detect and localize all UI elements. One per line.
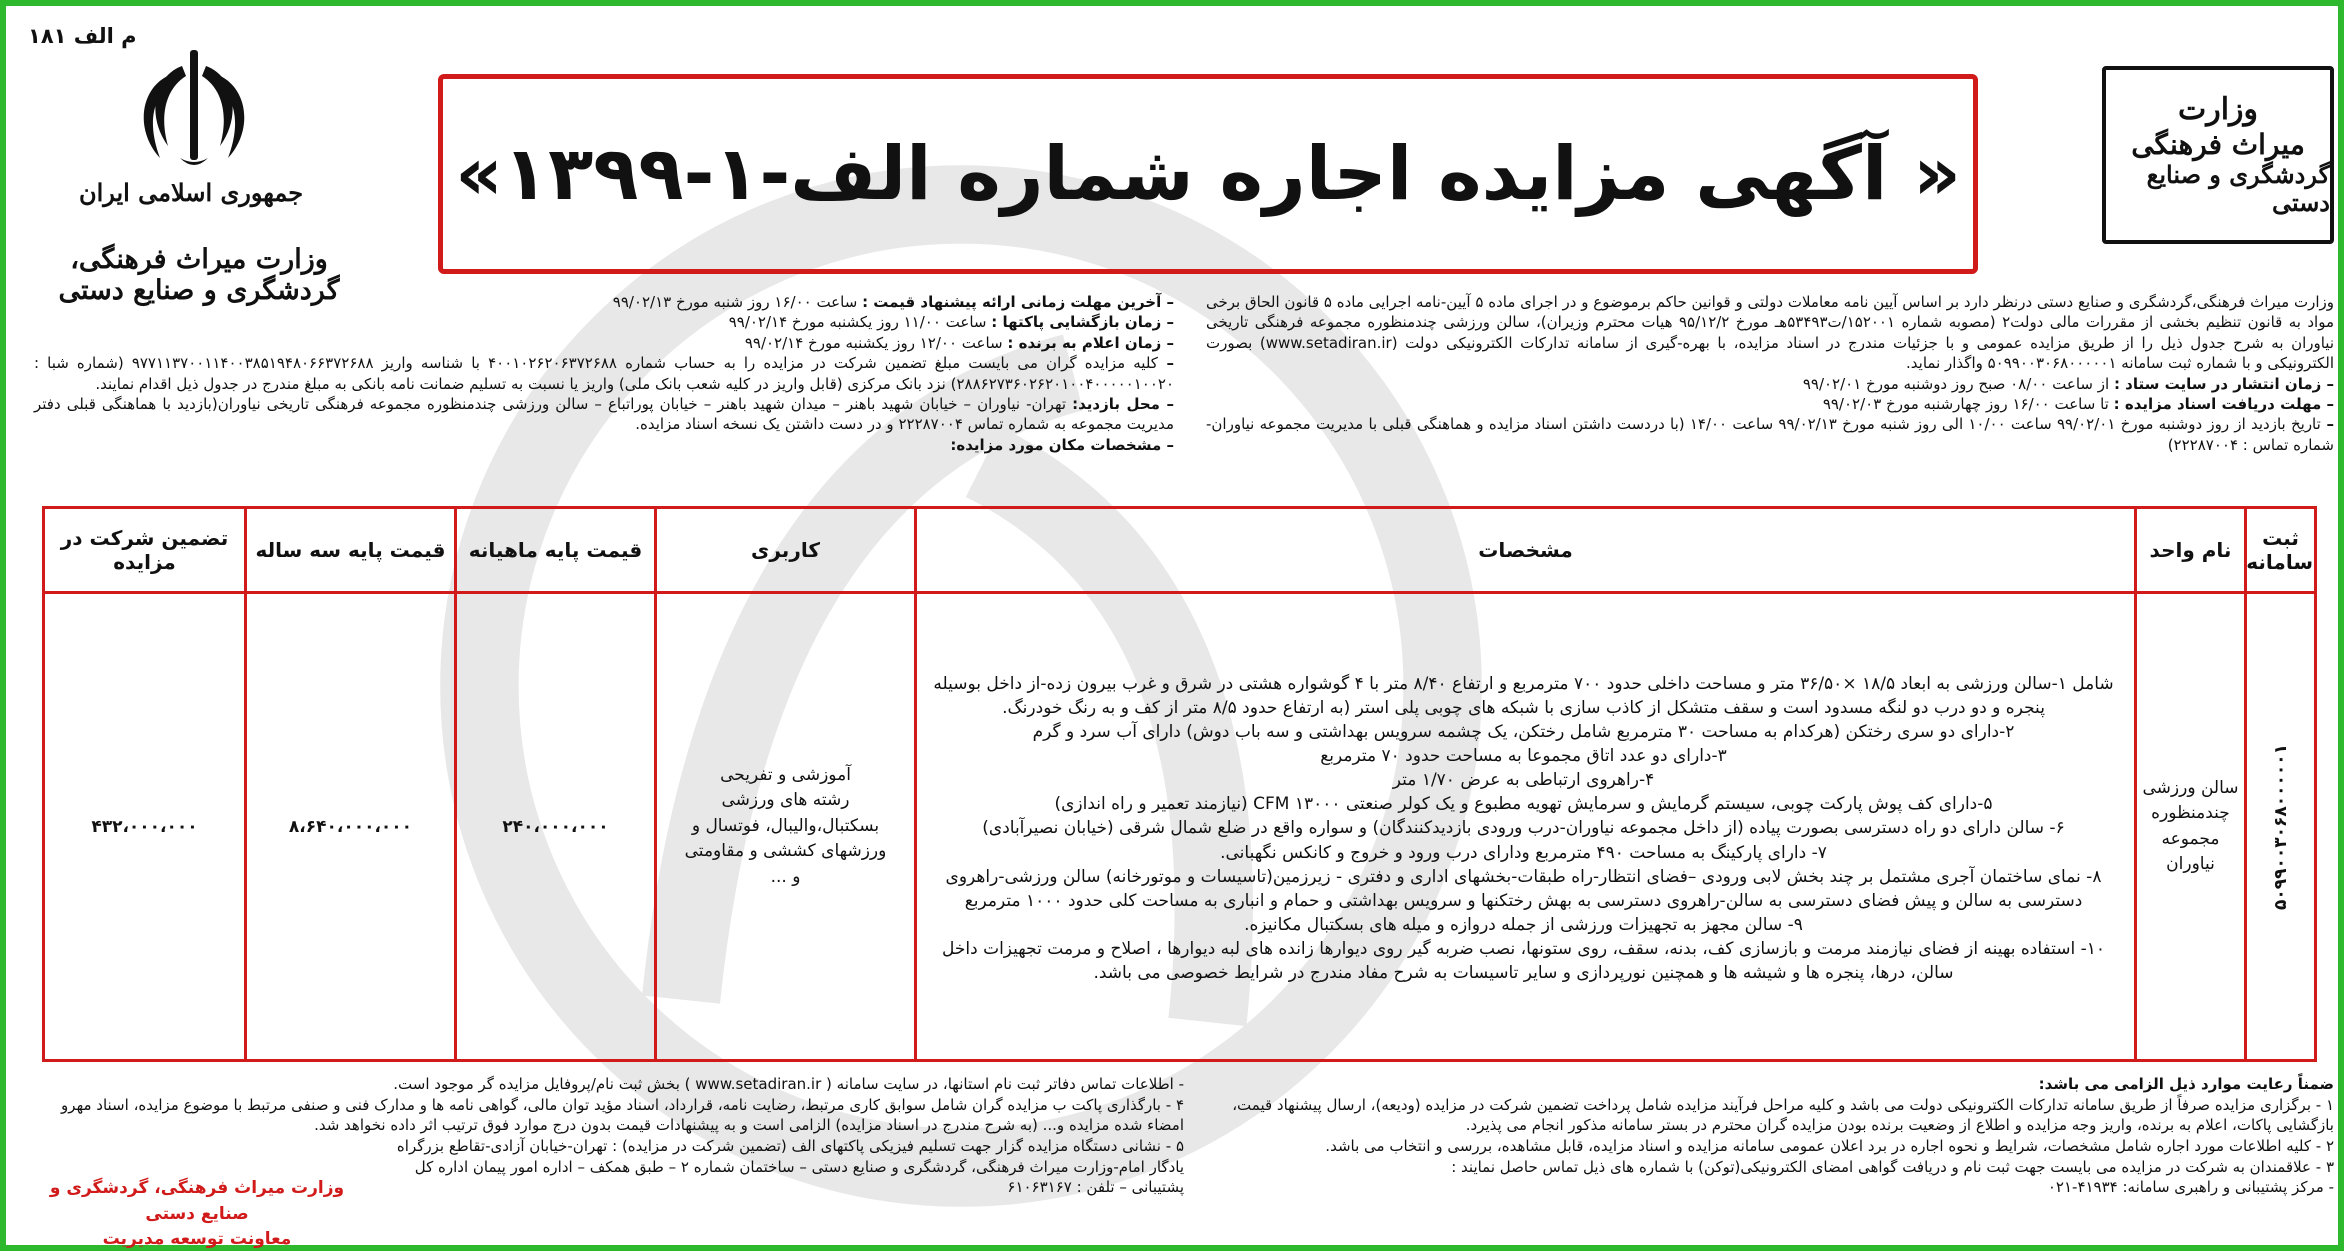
ministry-name-left: وزارت میراث فرهنگی، گردشگری و صنایع دستی bbox=[58, 244, 340, 306]
monthly-base-price: ۲۴۰،۰۰۰،۰۰۰ bbox=[456, 593, 656, 1061]
usage-line: ورزشهای کششی و مقاومتی bbox=[684, 841, 887, 862]
column-header: نام واحد bbox=[2136, 508, 2246, 593]
spec-item: ۶- سالن دارای دو راه دسترسی بصورت پیاده (از داخل مجموعه نیاوران-درب ورودی بازدیدکنندگان) و سواره واقع در ضلع شمال شرقی (خیابان نصیرآبادی) bbox=[982, 818, 2065, 839]
country-name: جمهوری اسلامی ایران bbox=[78, 178, 304, 207]
signature-block bbox=[32, 1176, 362, 1253]
intro-item: – تاریخ بازدید از روز دوشنبه مورخ ۹۹/۰۲/۰۱ ساعت ۱۰/۰۰ الی روز شنبه مورخ ۹۹/۰۲/۱۳ ساعت ۱۴/۰۰ (با دردست داشتن اسناد مزایده و هماهنگی قبلی با مدیریت مجموعه نیاوران- شماره تماس : ۲۲۲۸۷۰۰۴) bbox=[1206, 415, 2334, 454]
signature-ministry: وزارت میراث فرهنگی، گردشگری و صنایع دستی bbox=[49, 1178, 345, 1224]
intro-right-column bbox=[1206, 292, 2334, 455]
footer-notes-right bbox=[1196, 1074, 2334, 1198]
spec-item: ۹- سالن مجهز به تجهیزات ورزشی از جمله دروازه و میله های بسکتبال مکانیزه. bbox=[1244, 914, 1803, 935]
column-header: مشخصات bbox=[916, 508, 2136, 593]
signature-department: معاونت توسعه مدیریت bbox=[102, 1229, 292, 1249]
schedule-item: – کلیه مزایده گران می بایست مبلغ تضمین شرکت در مزایده را به حساب شماره ۴۰۰۱۰۲۶۲۰۶۳۷۲۶۸۸ با شناسه واریز ۹۷۷۱۱۳۷۰۰۱۱۴۰۰۳۸۵۱۹۴۸۰۶۶۳۷۲۶۸۸ (شماره شبا : ۲۸۸۶۲۷۳۶۰۲۶۲۰۱۰۰۴۰۰۰۰۰۱۰۰۲۰) نزد بانک مرکزی (قابل واریز در کلیه شعب بانک ملی) واریز یا نسبت به تسلیم ضمانت نامه بانکی به مبلغ مندرج در جدول ذیل اقدام نمایند. bbox=[34, 354, 1174, 393]
column-header: قیمت پایه ماهیانه bbox=[456, 508, 656, 593]
footer-heading: ضمناً رعایت موارد ذیل الزامی می باشد: bbox=[2038, 1075, 2334, 1093]
intro-item: – زمان انتشار در سایت ستاد : از ساعت ۰۸/۰۰ صبح روز دوشنبه مورخ ۹۹/۰۲/۰۱ bbox=[1802, 374, 2334, 393]
footer-item: ۴ - بارگذاری پاکت ب مزایده گران شامل سوابق کاری مرتبط، رضایت نامه، قرارداد، اسناد مؤید توان مالی، گواهی نامه ها و مدارک فنی و صنفی مرتبط با موضوع مزایده، اسناد مهرو امضاء شده مزایده و... (به شرح مندرج در اسناد مزایده) الزامی است و به پیشنهادات قیمت بدون درج موارد فوق ترتیب اثر داده نخواهد شد. bbox=[61, 1095, 1184, 1135]
column-header: کاربری bbox=[656, 508, 916, 593]
title-box bbox=[438, 74, 1978, 274]
intro-paragraph: وزارت میراث فرهنگی،گردشگری و صنایع دستی درنظر دارد بر اساس آیین نامه معاملات دولتی و قوانین حاکم برموضوع و در اجرای ماده ۵ آیین-نامه اجرایی ماده ۵ قانون الحاق برخی مواد به قانون تنظیم بخشی از مقررات مالی دولت۲ (مصوبه شماره ۱۵۲۰۰۱/ت۵۳۴۹۳هـ مورخ ۹۵/۱۲/۲ هیات محترم وزیران)، سالن ورزشی چندمنظوره مجموعه فرهنگی تاریخی نیاوران به شرح جدول ذیل را از طریق مزایده عمومی و با جزئیات مندرج در اسناد مزایده، با بهره-گیری از سامانه تدارکات الکترونیکی دولت (www.setadiran.ir) بصورت الکترونیکی و با شماره ثبت سامانه ۵۰۹۹۰۰۳۰۶۸۰۰۰۰۰۱ واگذار نماید. bbox=[1206, 293, 2335, 373]
logo-line-3: گردشگری و صنایع دستی bbox=[2146, 159, 2330, 218]
participation-guarantee: ۴۳۲،۰۰۰،۰۰۰ bbox=[44, 593, 246, 1061]
schedule-item: – آخرین مهلت زمانی ارائه پیشنهاد قیمت : ساعت ۱۶/۰۰ روز شنبه مورخ ۹۹/۰۲/۱۳ bbox=[612, 293, 1174, 311]
schedule-item: – مشخصات مکان مورد مزایده: bbox=[950, 435, 1174, 454]
spec-item: ۲-دارای دو سری رختکن (هرکدام به مساحت ۳۰ مترمربع شامل رختکن، یک چشمه سرویس بهداشتی و سه باب دوش) دارای آب سرد و گرم bbox=[1032, 721, 2015, 742]
schedule-item: – زمان بازگشایی پاکتها : ساعت ۱۱/۰۰ روز یکشنبه مورخ ۹۹/۰۲/۱۴ bbox=[728, 313, 1174, 332]
footer-item: ۲ - کلیه اطلاعات مورد اجاره شامل مشخصات، شرایط و نحوه اجاره در برد اعلان عمومی سامانه مزایده و اسناد مزایده، قابل مشاهده، بررسی و انتخاب می باشد. bbox=[1325, 1137, 2334, 1156]
page-title: « آگهی مزایده اجاره شماره الف-۱-۱۳۹۹» bbox=[455, 131, 1961, 217]
schedule-item: – زمان اعلام به برنده : ساعت ۱۲/۰۰ روز یکشنبه مورخ ۹۹/۰۲/۱۴ bbox=[744, 333, 1174, 352]
usage-line: آموزشی و تفریحی bbox=[720, 764, 851, 785]
unit-name: سالن ورزشی چندمنظوره مجموعه نیاوران bbox=[2136, 593, 2246, 1061]
spec-item: ۱۰- استفاده بهینه از فضای نیازمند مرمت و بازسازی کف، بدنه، سقف، روی ستونها، نصب ضربه گیر روی دیوارها زانده های لبه دیوارها ، اصلاح و مرمت تجهیزات داخل سالن، درها، پنجره ها و شیشه ها و همچنین نورپردازی و سایر تاسیسات به شرح مفاد مندرج در شرایط خصوصی می باشد. bbox=[941, 939, 2106, 984]
spec-item: ۳-دارای دو عدد اتاق مجموعا به مساحت حدود ۷۰ مترمربع bbox=[1320, 746, 1727, 767]
spec-item: ۴-راهروی ارتباطی به عرض ۱/۷۰ متر bbox=[1392, 770, 1655, 791]
column-header: ثبت سامانه bbox=[2246, 508, 2316, 593]
spec-item: ۷- دارای پارکینگ به مساحت ۴۹۰ مترمربع ودارای درب ورود و خروج و کانکس نگهبانی. bbox=[1220, 842, 1827, 863]
three-year-base-price: ۸،۶۴۰،۰۰۰،۰۰۰ bbox=[246, 593, 456, 1061]
intro-left-column bbox=[34, 292, 1174, 455]
iran-emblem-icon bbox=[134, 46, 254, 176]
footer-item: ۵ - نشانی دستگاه مزایده گزار جهت تسلیم فیزیکی پاکتهای الف (تضمین شرکت در مزایده) : تهران-خیابان آزادی-تقاطع بزرگراه یادگار امام-وزارت میراث فرهنگی، گردشگری و صنایع دستی – ساختمان شماره ۲ – طبق همکف – اداره امور پیمان اداره کل پشتیبانی – تلفن : ۶۱۰۶۳۱۶۷ bbox=[396, 1137, 1184, 1197]
spec-item: ۸- نمای ساختمان آجری مشتمل بر چند بخش لابی ورودی –فضای انتظار-راه طبقات-بخشهای اداری و دفتری - زیرزمین(تاسیسات و موتورخانه) سالن ورزشی-راهروی دسترسی به سالن و پیش فضای دسترسی به سالن-راهروی دسترسی به بهش رختکنها و سرویس بهداشتی و حمام و انباری به مساحت کلی حدود ۱۰۰۰ مترمربع bbox=[945, 866, 2102, 911]
spec-item: ۵-دارای کف پوش پارکت چوبی، سیستم گرمایش و سرمایش تهویه مطبوع و یک کولر صنعتی CFM ۱۳۰۰۰ (نیازمند تعمیر و راه اندازی) bbox=[1054, 794, 1993, 815]
table-header-row bbox=[44, 508, 2316, 593]
spec-item: شامل ۱-سالن ورزشی به ابعاد ۱۸/۵ ×۳۶/۵۰ متر و مساحت داخلی حدود ۷۰۰ مترمربع و ارتفاع ۸/۴۰ متر با ۴ گوشواره هشتی در شرق و غرب بیرون زده-از داخل بوسیله پنجره و دو درب دو لنگه مسدود است و سقف متشکل از کاذب سازی با شبکه های چوبی پلی استر (به ارتفاع حدود ۸/۵ متر از کف و به رنگ خودرنگ. bbox=[933, 673, 2114, 718]
usage-line: و ... bbox=[770, 866, 801, 887]
usage bbox=[656, 593, 916, 1061]
schedule-item: – محل بازدید: تهران- نیاوران – خیابان شهید باهنر – میدان شهید باهنر – خیابان پوراتباع – سالن ورزشی چندمنظوره مجموعه فرهنگی تاریخی نیاوران(بازدید با هماهنگی قبلی دفتر مدیریت مجموعه به شماره تماس ۲۲۲۸۷۰۰۴ و در دست داشتن یک نسخه اسناد مزایده. bbox=[34, 394, 1174, 434]
footer-item: ۱ - برگزاری مزایده صرفاً از طریق سامانه تدارکات الکترونیکی دولت می باشد و کلیه مراحل فرآیند مزایده شامل پرداخت تضمین شرکت در مزایده (ودیعه)، ارسال پیشنهاد قیمت، بازگشایی پاکات، اعلام به برنده، واریز وجه مزایده و اطلاع از وضعیت برنده بودن مزایده گران محترم در بستر سامانه مذکور انجام می پذیرد. bbox=[1232, 1095, 2334, 1135]
specifications bbox=[916, 593, 2136, 1061]
form-code: م الف ۱۸۱ bbox=[28, 24, 137, 48]
table-row bbox=[44, 593, 2316, 1061]
logo-line-1: وزارت bbox=[2177, 92, 2259, 128]
footer-item: ۳ - علاقمندان به شرکت در مزایده می بایست جهت ثبت نام و دریافت گواهی امضای الکترونیکی(توکن) با شماره های ذیل تماس حاصل نمایند : bbox=[1451, 1157, 2334, 1176]
intro-item: – مهلت دریافت اسناد مزایده : تا ساعت ۱۶/۰۰ روز چهارشنبه مورخ ۹۹/۰۲/۰۳ bbox=[1822, 394, 2334, 413]
usage-line: بسکتبال،والیبال، فوتسال و bbox=[691, 815, 880, 836]
footer-item: - مرکز پشتیبانی و راهبری سامانه: ۴۱۹۳۴-۰۲۱ bbox=[2047, 1178, 2334, 1197]
footer-item: - اطلاعات تماس دفاتر ثبت نام استانها، در سایت سامانه ( www.setadiran.ir ) بخش ثبت نام/پروفایل مزایده گر موجود است. bbox=[393, 1075, 1184, 1093]
column-header: تضمین شرکت در مزایده bbox=[44, 508, 246, 593]
ministry-logo bbox=[2102, 66, 2334, 244]
registration-number: ۵۰۹۹۰۰۳۰۶۸۰۰۰۰۰۱ bbox=[2246, 593, 2316, 1061]
logo-line-2: میراث فرهنگی bbox=[2131, 127, 2305, 161]
column-header: قیمت پایه سه ساله bbox=[246, 508, 456, 593]
auction-table bbox=[42, 506, 2317, 1062]
usage-line: رشته های ورزشی bbox=[721, 790, 850, 811]
